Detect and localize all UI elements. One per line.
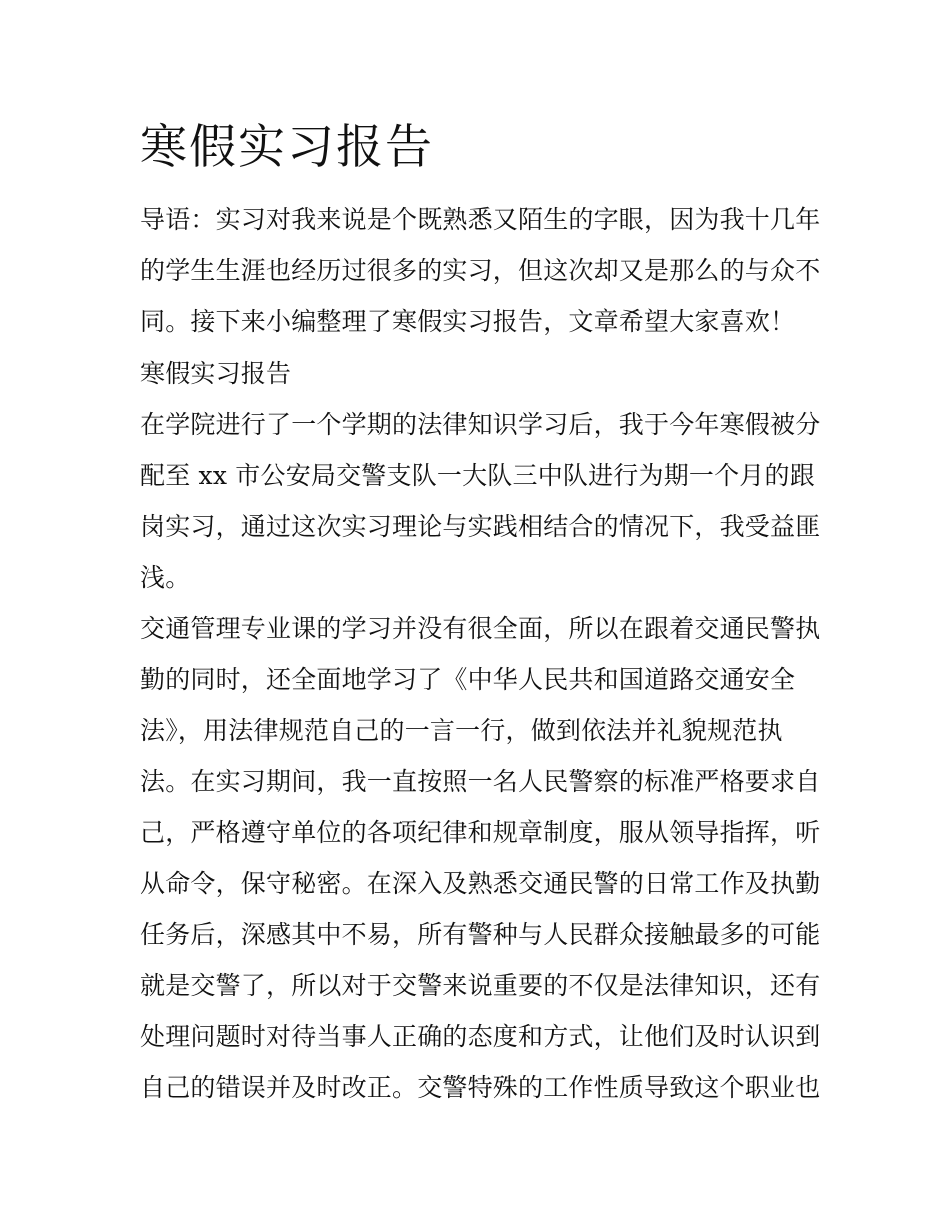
section-heading: 寒假实习报告 [140,359,292,388]
text-line: 就是交警了，所以对于交警来说重要的不仅是法律知识，还有 [140,971,821,1000]
text-line: 在学院进行了一个学期的法律知识学习后，我于今年寒假被分 [140,410,821,439]
text-line: 浅。 [140,563,191,592]
text-line: 配至 xx 市公安局交警支队一大队三中队进行为期一个月的跟 [140,461,815,490]
text-line: 的学生生涯也经历过很多的实习，但这次却又是那么的与众不 [140,256,821,285]
text-line: 交通管理专业课的学习并没有很全面，所以在跟着交通民警执 [140,614,821,643]
text-line: 己，严格遵守单位的各项纪律和规章制度，服从领导指挥，听 [140,818,821,847]
text-line: 处理问题时对待当事人正确的态度和方式，让他们及时认识到 [140,1022,821,1051]
text-line: 同。接下来小编整理了寒假实习报告，文章希望大家喜欢！ [140,307,796,336]
document-title: 寒假实习报告 [140,120,434,175]
text-line: 法。在实习期间，我一直按照一名人民警察的标准严格要求自 [140,767,821,796]
text-line: 自己的错误并及时改正。交警特殊的工作性质导致这个职业也 [140,1073,821,1102]
text-line: 岗实习，通过这次实习理论与实践相结合的情况下，我受益匪 [140,512,821,541]
text-line: 导语：实习对我来说是个既熟悉又陌生的字眼，因为我十几年 [140,205,821,234]
text-line: 任务后，深感其中不易，所有警种与人民群众接触最多的可能 [140,920,821,949]
text-line: 勤的同时，还全面地学习了《中华人民共和国道路交通安全 [140,665,796,694]
text-line: 法》，用法律规范自己的一言一行，做到依法并礼貌规范执 [140,716,783,745]
text-line: 从命令，保守秘密。在深入及熟悉交通民警的日常工作及执勤 [140,869,821,898]
